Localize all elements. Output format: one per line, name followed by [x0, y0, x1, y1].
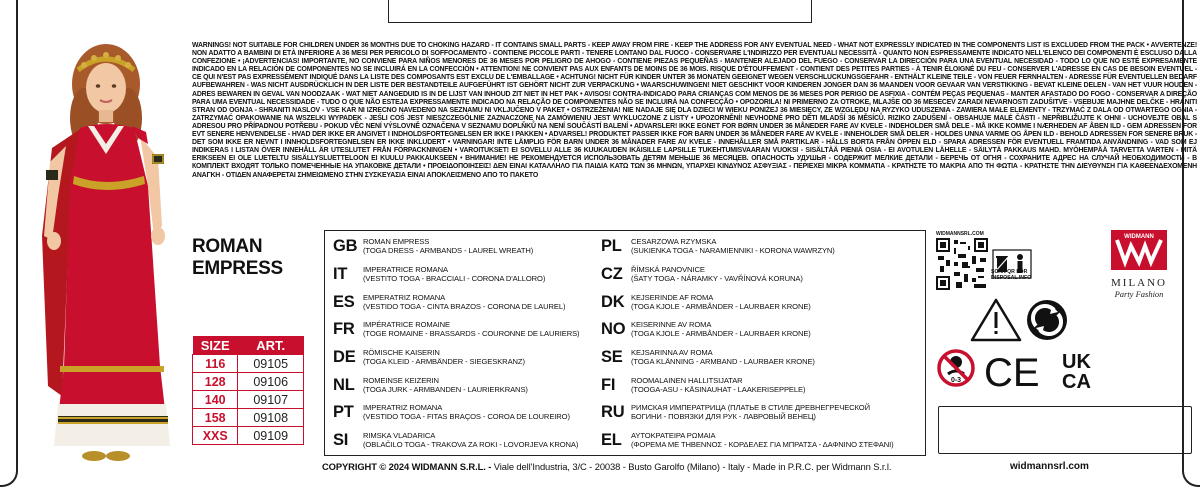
lang-desc: (VESTIDO TOGA - FITAS BRAÇOS - COROA DE LOUREIRO)	[363, 411, 570, 421]
certification-icons	[936, 298, 1116, 398]
lang-name: ROMEINSE KEIZERIN	[363, 375, 439, 385]
lang-desc: (VESTITO TOGA - BRACCIALI - CORONA D'ALLORO)	[363, 273, 546, 283]
lang-desc: (TOGA DRESS - ARMBANDS - LAUREL WREATH)	[363, 245, 534, 255]
website-url: widmannsrl.com	[1010, 461, 1089, 472]
lang-entry-se	[601, 348, 815, 367]
lang-entry-es	[333, 293, 565, 312]
blank-label-box	[938, 406, 1192, 454]
lang-name: EMPERATRIZ ROMANA	[363, 292, 446, 302]
ce-mark-icon: CE	[984, 351, 1040, 395]
ukca-mark-line1: UK	[1062, 351, 1091, 373]
lang-desc: (TOGA KLEID - ARMBÄNDER - SIEGESKRANZ)	[363, 356, 525, 366]
article-number: 09105	[238, 355, 304, 373]
lang-name: KEISERINNE AV ROMA	[631, 319, 712, 329]
lang-code: CZ	[601, 265, 623, 283]
lang-code: RU	[601, 403, 625, 421]
art-header: ART.	[238, 336, 304, 355]
lang-desc: (TOGE ROMAINE - BRASSARDS - COURONNE DE LAURIERS)	[363, 328, 580, 338]
product-title	[192, 236, 283, 280]
lang-desc: (TOOGA-ASU - KÄSINAUHAT - LAAKERISEPPELE)	[631, 384, 806, 394]
lang-entry-el	[601, 431, 894, 450]
lang-entry-fi	[601, 376, 805, 395]
lang-code: NL	[333, 376, 355, 394]
top-panel-edge	[388, 0, 812, 23]
lang-code: FR	[333, 320, 355, 338]
table-row	[193, 427, 304, 445]
product-title-line2: EMPRESS	[192, 258, 283, 279]
lang-entry-no	[601, 320, 811, 339]
lang-name: RÖMISCHE KAISERIN	[363, 347, 440, 357]
size-table	[192, 336, 304, 445]
lang-entry-de	[333, 348, 525, 367]
lang-name: РИМСКАЯ ИМПЕРАТРИЦА (ПЛАТЬЕ В СТИЛЕ ДРЕВНЕГРЕЧЕСКОЙ	[631, 402, 870, 412]
lang-entry-nl	[333, 376, 528, 395]
lang-desc: (VESTIDO TOGA - CINTA BRAZOS - CORONA DE LAUREL)	[363, 301, 566, 311]
lang-desc: (OBLAČILO TOGA - TRAKOVA ZA ROKI - LOVORJEVA KRONA)	[363, 439, 579, 449]
qr-code-icon	[936, 238, 988, 290]
lang-desc: (TOGA JURK - ARMBANDEN - LAURIERKRANS)	[363, 384, 528, 394]
disposal-bin-icon	[992, 238, 1032, 290]
lang-name: KEJSERINDE AF ROMA	[631, 292, 714, 302]
lang-name: KEJSARINNA AV ROMA	[631, 347, 713, 357]
recycle-icon	[1027, 300, 1067, 340]
table-row	[193, 355, 304, 373]
lang-name: CESARZOWA RZYMSKA	[631, 236, 717, 246]
lang-entry-si	[333, 431, 578, 450]
lang-desc: (TOGA KLÄNNING - ARMBAND - LAURBAER KRONE)	[631, 356, 815, 366]
lang-entry-ru	[601, 403, 870, 422]
table-row	[193, 373, 304, 391]
lang-entry-pl	[601, 237, 835, 256]
copyright-line	[322, 461, 891, 472]
ukca-mark-line2: CA	[1062, 371, 1091, 393]
qr-label: WIDMANNSRL.COM	[936, 231, 984, 237]
size-value: 128	[193, 373, 238, 391]
lang-name: IMPÉRATRICE ROMAINE	[363, 319, 450, 329]
lang-entry-dk	[601, 293, 811, 312]
costume-photo	[22, 36, 190, 470]
lang-code: DK	[601, 293, 625, 311]
lang-entry-gb	[333, 237, 533, 256]
scan-qr-text: SCAN QR FOR DISPOSAL INFO	[991, 269, 1032, 281]
lang-code: PT	[333, 403, 354, 421]
widmann-logo-icon	[1111, 230, 1167, 270]
lang-code: PL	[601, 237, 622, 255]
lang-code: SE	[601, 348, 623, 366]
left-fold-edge	[0, 0, 18, 487]
warning-triangle-icon	[972, 300, 1020, 340]
lang-code: GB	[333, 237, 358, 255]
lang-desc: (ΦΟΡΕΜΑ ΜΕ ΤΗΒΕΝΝΟΣ - ΚΟΡΔΕΛΕΣ ΓΙΑ ΜΠΡΑΤΣΑ - ΔΑΦΝΙΝΟ ΣΤΕΦΑΝΙ)	[631, 439, 894, 449]
lang-desc: БОГИНИ - ПОВЯЗКИ ДЛЯ РУК - ЛАВРОВЫЙ ВЕНЕЦ)	[631, 411, 816, 421]
brand-city: MILANO	[1111, 277, 1167, 289]
lang-name: IMPERATRICE ROMANA	[363, 264, 448, 274]
qr-disposal-block	[936, 231, 1036, 291]
lang-desc: (TOGA KJOLE - ARMBÅNDER - LAURBAER KRONE)	[631, 328, 811, 338]
product-title-line1: ROMAN	[192, 236, 263, 257]
brand-name: WIDMANN	[1124, 234, 1154, 240]
size-value: 158	[193, 409, 238, 427]
brand-tagline: Party Fashion	[1114, 289, 1164, 299]
article-number: 09108	[238, 409, 304, 427]
translations-box	[324, 230, 926, 456]
age-restriction-icon	[939, 351, 973, 385]
lang-name: RIMSKA VLADARICA	[363, 430, 436, 440]
copyright-bold: COPYRIGHT © 2024 WIDMANN S.R.L. -	[322, 461, 492, 472]
lang-code: IT	[333, 265, 348, 283]
size-table-header	[193, 336, 304, 355]
article-number: 09109	[238, 427, 304, 445]
article-number: 09106	[238, 373, 304, 391]
article-number: 09107	[238, 391, 304, 409]
table-row	[193, 391, 304, 409]
safety-warning-text: WARNINGS! NOT SUITABLE FOR CHILDREN UNDER 36 MONTHS DUE TO CHOKING HAZARD - IT CONTAINS SMALL PARTS - KEEP AWAY FROM FIRE - KEEP THE ADDRESS FOR ANY EVENTUAL NEED - WHAT NOT EXPRESSLY INDICATED IN THE COMPONENTS LIST IS EXCLUDED FROM THE PACK • AVVERTENZE! NON ADATTO A BAMBINI DI ETÀ INFERIORE A 36 MESI PER PERICOLO DI SOFFOCAMENTO - CONTIENE PICCOLE PARTI - TENERE LONTANO DAL FUOCO - CONSERVARE L'INDIRIZZO PER EVENTUALI NECESSITÀ - QUANTO NON ESPRESSAMENTE INDICATO NELL'ELENCO DEI COMPONENTI È ESCLUSO DALLA CONFEZIONE • ¡ADVERTENCIAS! IMPORTANTE, NO CONVIENE PARA NIÑOS MENORES DE 36 MESES POR PELIGRO DE AHOGO - CONTIENE PIEZAS PEQUEÑAS - MANTENER ALEJADO DEL FUEGO - CONSERVAR LA DIRECCIÓN PARA UNA EVENTUAL NECESIDAD - TODO LO QUE NO ESTÉ EXPRESAMENTE INDICADO EN LA RELACIÓN DE COMPONENTES NO SE INCLUIRÁ EN LA CONFECCIÓN • ATTENTION! NE CONVIENT PAS AUX ENFANTS DE MOINS DE 36 MOIS. RISQUE D'ÉTOUFFEMENT - CONTIENT DES PETITES PARTIES - À TENIR ÉLOIGNÉ DU FEU - CONSERVER L'ADRESSE EN CAS DE BESOIN EVENTUEL - CE QUI N'EST PAS EXPRESSÉMENT INDIQUÉ DANS LA LISTE DES COMPOSANTS EST EXCLU DE L'EMBALLAGE • ACHTUNG! NICHT FÜR KINDER UNTER 36 MONATEN GEEIGNET WEGEN VERSCHLUCKUNGSGEFAHR - ENTHÄLT KLEINE TEILE - VON FEUER FERNHALTEN - ADRESSE FÜR EVENTUELLEN BEDARF AUFBEWAHREN - WAS NICHT AUSDRÜCKLICH IN DER LISTE DER BESTANDTEILE AUFGEFÜHRT IST GEHÖRT NICHT ZUR VERPACKUNG • WAARSCHUWINGEN! NIET GESCHIKT VOOR KINDEREN JONGER DAN 36 MAANDEN VOOR GEVAAR VAN VERSTIKKING - BEVAT KLEINE DELEN - VAN HET VUUR HOUDEN - ADRES BEWAREN IN GEVAL VAN NOODZAAK - WAT NIET AANGEDUID IS IN DE LIJST VAN INHOUD ZIT NIET IN HET PAK • AVISOS! CONTRA-INDICADO PARA CRIANÇAS COM MENOS DE 36 MESES POR PERIGO DE ASFIXIA - CONTÉM PEÇAS PEQUENAS - MANTER AFASTADO DO FOGO - CONSERVAR A DIREÇÃO PARA UMA EVENTUAL NECESSIDADE - TUDO O QUE NÃO ESTEJA EXPRESSAMENTE INDICADO NA RELAÇÃO DE COMPONENTES NÃO SE INCLUIRÁ NA CONFECÇÃO • OPOZORILA! NI PRIMERNO ZA OTROKE, MLAJŠE OD 36 MESECEV ZARADI NEVARNOSTI ZADUŠITVE - VSEBUJE MAJHNE DELČKE - HRANITI STRAN OD OGNJA - SHRANITI NASLOV - VSE KAR NI IZRECNO NAVEDENO NA SEZNAMU NI VKLJUČENO V PAKET • OSTRZEŻENIA! NIE NADAJE SIĘ DLA DZIECI W WIEKU PONIŻEJ 36 MIESIĘCY, ZE WZGLĘDU NA RYZYKO UDUSZENIA - ZAWIERA MAŁE ELEMENTY - TRZYMAĆ Z DALA OD OTWARTEGO OGNIA - ZATRZYMAĆ OPAKOWANIE NA WSZELKI WYPADEK - JEŚLI COŚ JEST NIESZCZEGÓLNIE ZAZNACZONE NA ZAMÓWIENIU JEST WYKLUCZONE Z LISTY • UPOZORNĚNÍ! NEVHODNÉ PRO DĚTI MLADŠÍ 36 MĚSÍCŮ. RIZIKO ZADUŠENÍ - OBSAHUJE MALÉ ČÁSTI - NEPŘIBLIŽUJTE K OHNI - UCHOVEJTE OBAL S ADRESOU PRO PŘÍPADNOU POTŘEBU - POKUD VĚC NENÍ VÝSLOVNĚ OZNAČENA V SEZNAMU DOPLŇKŮ NA NENÍ SOUČÁSTÍ BALENÍ • ADVARSLER! IKKE EGNET FOR BØRN UNDER 36 MÅNEDER FARE AV KVELE - INDEHOLDER SMÅ DELE - MÅ IKKE KOMME I NÆRHEDEN AF ÅBEN ILD - GEM ADRESSEN FOR EVT SENERE HENVENDELSE - HVAD DER IKKE ER ANGIVET I INDHOLDSFORTEGNELSEN ER IKKE I PAKKEN • ADVARSEL! PRODUKTET PASSER IKKE FOR BARN UNDER 36 MÅNEDER FARE AV KVELE - INNEHOLDER SMÅ DELER - HOLDES UNNA VARME OG ÅPEN ILD - BEHOLD ADRESSEN FOR SENERE BRUK - DET SOM IKKE ER NEVNT I INNHOLDSFORTEGNELSEN ER IKKE INKLUDERT • VARNINGAR! INTE LÄMPLIG FÖR BARN UNDER 36 MÅNADER FARE AV KVELE - INNEHÅLLER SMÅ PARTIKLAR - HÅLLS BORTA FRÅN ÖPPEN ELD - SPARA ADRESSEN FÖR EVENTUELL FRAMTIDA ANVÄNDNING - VAD SOM EJ INDIKERAS I LISTAN ÖVER INNEHÅLL ÄR UTESLUTET FRÅN FÖRPACKNINGEN • VAROITUKSET! EI SOVELLU ALLE 36 KUUKAUDEN IKÄISILLE LAPSILLE TUKEHTUMISVAARAN VUOKSI - SISÄLTÄÄ PIENIÄ OSIA - EI AVOTULEN LÄHELLE - SÄILYTÄ PAKKAUS MAHD. MYÖHEMPÄÄ TARVETTA VARTEN - MITÄ ERIKSEEN EI OLE LUETELTU SISÄLLYSLUETTELOON EI KUULU PAKKAUKSEEN • ВНИМАНИЕ! НЕ РЕКОМЕНДУЕТСЯ ИСПОЛЬЗОВАТЬ ДЕТЯМ МЕНЬШЕ 36 МЕСЯЦЕВ. ОПАСНОСТЬ УДУШЬЯ - СОДЕРЖИТ МЕЛКИЕ ДЕТАЛИ - БЕРЕЧЬ ОТ ОГНЯ - СОХРАНИТЕ АДРЕС НА СЛУЧАЙ НЕОБХОДИМОСТИ - В КОМПЛЕКТ ВХОДЯТ ТОЛЬКО ПОМЕЧЕННЫЕ НА УПАКОВКЕ ДЕТАЛИ • ΠΡΟΕΙΔΟΠΟΙΗΣΕΙΣ! ΔΕΝ ΕΙΝΑΙ ΚΑΤΑΛΛΗΛΟ ΓΙΑ ΠΑΙΔΙΑ ΚΑΤΩ ΤΩΝ 36 ΜΗΝΩΝ, ΥΠΑΡΧΕΙ ΚΙΝΔΥΝΟΣ ΑΣΦΥΞΙΑΣ - ΠΕΡΙΕΧΕΙ ΜΙΚΡΑ ΚΟΜΜΑΤΙΑ - ΚΡΑΤΗΣΤΕ ΤΟ ΜΑΚΡΙΑ ΑΠΟ ΤΗ ΦΩΤΙΑ - ΚΡΑΤΗΣΤΕ ΤΗΝ ΔΙΕΥΘΥΝΣΗ ΓΙΑ ΚΑΘΕΕΝΔΕΧΟΜΕΝΗ ΑΝΑΓΚΗ - ΟΤΙΔΕΝ ΑΝΑΦΕΡΕΤΑΙ ΣΗΜΕΙΩΜΕΝΟ ΣΤΗΝ ΣΥΣΚΕΥΑΣΙΑ ΕΙΝΑΙ ΑΠΟΚΛΕΙΣΜΕΝΟ ΑΠΟ ΤΟ ΠΑΚΕΤΟ	[192, 42, 1197, 179]
size-header: SIZE	[193, 336, 238, 355]
lang-name: IMPERATRIZ ROMANA	[363, 402, 443, 412]
size-value: 140	[193, 391, 238, 409]
size-value: XXS	[193, 427, 238, 445]
lang-entry-pt	[333, 403, 570, 422]
lang-code: EL	[601, 431, 622, 449]
brand-logo	[1108, 230, 1170, 299]
lang-code: ES	[333, 293, 355, 311]
table-row	[193, 409, 304, 427]
size-value: 116	[193, 355, 238, 373]
lang-entry-fr	[333, 320, 579, 339]
age-label: 0-3	[950, 377, 962, 384]
lang-entry-it	[333, 265, 545, 284]
lang-entry-cz	[601, 265, 803, 284]
lang-name: ROOMALAINEN HALLITSIJATAR	[631, 375, 743, 385]
lang-desc: (ŠATY TOGA - NÁRAMKY - VAVŘÍNOVÁ KORUNA)	[631, 273, 803, 283]
lang-code: NO	[601, 320, 626, 338]
lang-name: ROMAN EMPRESS	[363, 236, 430, 246]
lang-desc: (SUKIENKA TOGA - NARAMIENNIKI - KORONA WAWRZYN)	[631, 245, 835, 255]
lang-desc: (TOGA KJOLE - ARMBÅNDER - LAURBAER KRONE)	[631, 301, 811, 311]
lang-name: ΑΥΤΟΚΡΑΤΕΙΡΑ ΡΩΜΑΙΑ	[631, 430, 716, 440]
copyright-address: Viale dell'Industria, 3/C - 20038 - Busto Garolfo (Milano) - Italy - Made in P.R.C. per Widmann S.r.l.	[491, 461, 892, 472]
lang-code: DE	[333, 348, 356, 366]
lang-name: ŘÍMSKÁ PANOVNICE	[631, 264, 705, 274]
lang-code: FI	[601, 376, 616, 394]
lang-code: SI	[333, 431, 349, 449]
